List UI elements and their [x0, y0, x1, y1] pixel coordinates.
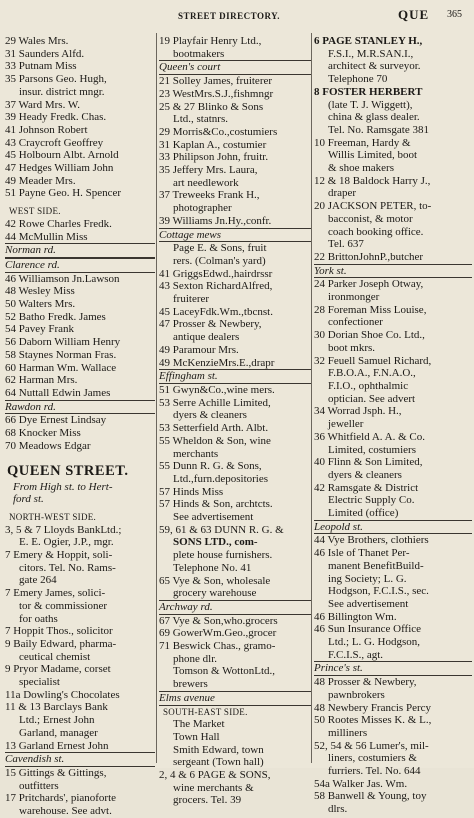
entry-line: draper: [328, 187, 357, 200]
entry-line: jeweller: [328, 418, 364, 431]
entry-line: Willis Limited, boot: [328, 149, 418, 162]
entry-line: Ltd., statnrs.: [173, 113, 228, 126]
street-heading: QUEEN STREET.: [7, 462, 129, 479]
entry-line: Telephone No. 41: [173, 561, 252, 574]
entry-line: confectioner: [328, 316, 383, 329]
entry-line: 50 Rootes Misses K. & L.,: [314, 714, 432, 727]
entry-line: 15 Gittings & Gittings,: [5, 766, 107, 779]
entry-line: fruiterer: [173, 293, 210, 306]
page-header: [0, 5, 474, 23]
entry-line: 39 Williams Jn.Hy.,confr.: [159, 214, 272, 227]
entry-line: 55 Dunn R. G. & Sons,: [159, 460, 262, 473]
side-heading: SOUTH-EAST SIDE.: [163, 706, 248, 717]
entry-line: coach booking office.: [328, 225, 424, 238]
entry-line: F.I.O., ophthalmic: [328, 379, 409, 392]
entry-line: 51 Payne Geo. H. Spencer: [5, 187, 122, 200]
street-route: ford st.: [13, 493, 44, 506]
entry-line: 11a Dowling's Chocolates: [5, 688, 120, 701]
entry-line: 53 Serre Achille Limited,: [159, 396, 271, 409]
entry-line: for oaths: [19, 612, 58, 625]
entry-line: 22 BrittonJohnP.,butcher: [314, 250, 424, 263]
entry-line: 43 Sexton RichardAlfred,: [159, 280, 273, 293]
entry-line: tor & commissioner: [19, 599, 107, 612]
entry-line: Limited (office): [328, 507, 399, 520]
entry-line: 32 Feuell Samuel Richard,: [314, 354, 432, 367]
entry-line: 52, 54 & 56 Lumer's, mil-: [314, 739, 429, 752]
entry-line: milliners: [328, 726, 368, 739]
entry-line: 35 Parsons Geo. Hugh,: [5, 73, 107, 86]
entry-line: Hodgson, F.C.I.S., sec.: [328, 585, 429, 598]
entry-line: sergeant (Town hall): [173, 756, 264, 769]
entry-line: 37 Treweeks Frank H.,: [159, 189, 260, 202]
entry-line: 54a Walker Jas. Wm.: [314, 777, 408, 790]
entry-line: 31 Saunders Alfd.: [5, 47, 85, 60]
cross-street: Cottage mews: [159, 228, 311, 243]
entry-line: 48 Newbery Francis Percy: [314, 701, 431, 714]
entry-line: bootmakers: [173, 47, 225, 60]
entry-line: 71 Beswick Chas., gramo-: [159, 640, 276, 653]
cross-street: Leopold st.: [314, 520, 472, 535]
entry-line: 17 Pritchards', pianoforte: [5, 792, 117, 805]
entry-line: 19 Playfair Henry Ltd.,: [159, 35, 262, 47]
entry-line: See advertisement: [328, 597, 409, 610]
entry-line: dyers & cleaners: [328, 468, 402, 481]
entry-line: Tel. 637: [328, 238, 364, 251]
entry-line: grocery warehouse: [173, 587, 257, 600]
entry-line: wine merchants &: [173, 781, 254, 794]
column-rule: [156, 33, 157, 763]
entry-line: 58 Staynes Norman Fras.: [5, 348, 117, 361]
entry-line: 46 Isle of Thanet Per-: [314, 547, 410, 560]
entry-line: & shoe makers: [328, 162, 394, 175]
entry-line: 42 Ramsgate & District: [314, 481, 419, 494]
entry-line: 58 Banwell & Young, toy: [314, 790, 427, 803]
cross-street: Elms avenue: [159, 691, 311, 706]
entry-line: grocers. Tel. 39: [173, 794, 242, 807]
entry-line: ironmonger: [328, 291, 380, 304]
cross-street: Queen's court: [159, 60, 311, 75]
entry-line: 29 Morris&Co.,costumiers: [159, 125, 278, 138]
entry-line: 2, 4 & 6 PAGE & SONS,: [159, 769, 271, 782]
entry-line: 41 Johnson Robert: [5, 123, 88, 136]
entry-line: 3, 5 & 7 Lloyds BankLtd.;: [5, 523, 122, 536]
entry-line: 52 Batho Fredk. James: [5, 310, 106, 323]
entry-line: Smith Edward, town: [173, 743, 264, 756]
running-title: STREET DIRECTORY.: [178, 11, 281, 21]
street-route: From High st. to Hert-: [13, 480, 113, 493]
entry-line: pawnbrokers: [328, 688, 385, 701]
entry-line: 13 Garland Ernest John: [5, 739, 109, 752]
entry-line: phone dlr.: [173, 652, 217, 665]
entry-line: 67 Vye & Son,who.grocers: [159, 614, 278, 627]
entry-line: 29 Wales Mrs.: [5, 35, 69, 47]
entry-line: 57 Hinds & Son, archtcts.: [159, 498, 273, 511]
entry-line: 33 Philipson John, fruitr.: [159, 151, 269, 164]
entry-line: merchants: [173, 447, 219, 460]
entry-line: 49 Paramour Mrs.: [159, 343, 239, 356]
entry-line: 46 Sun Insurance Office: [314, 623, 422, 636]
entry-line: architect & surveyor.: [328, 60, 421, 73]
entry-line: 69 GowerWm.Geo.,grocer: [159, 627, 277, 640]
entry-line: brewers: [173, 678, 208, 691]
entry-line: photographer: [173, 202, 232, 215]
entry-line: specialist: [19, 676, 60, 689]
entry-line: 50 Walters Mrs.: [5, 298, 76, 311]
entry-line: Electric Supply Co.: [328, 494, 415, 507]
entry-line: bacconist, & motor: [328, 212, 413, 225]
directory-column-2: [159, 35, 311, 807]
page-number: 365: [447, 9, 462, 20]
entry-line: 49 Meader Mrs.: [5, 174, 76, 187]
entry-line: 44 McMullin Miss: [5, 230, 88, 243]
entry-line: 31 Kaplan A., costumier: [159, 138, 267, 151]
entry-line: F.B.O.A., F.N.A.O.,: [328, 367, 416, 380]
entry-line: ing Society; L. G.: [328, 572, 407, 585]
entry-line: plete house furnishers.: [173, 549, 273, 562]
entry-line: liners, costumiers &: [328, 752, 417, 765]
entry-line: 46 Williamson Jn.Lawson: [5, 272, 120, 285]
entry-line: 36 Whitfield A. A. & Co.: [314, 430, 426, 443]
entry-line: 62 Harman Mrs.: [5, 374, 78, 387]
entry-line: Telephone 70: [328, 73, 388, 86]
entry-line: 12 & 18 Baldock Harry J.,: [314, 174, 431, 187]
entry-line: 54 Pavey Frank: [5, 323, 75, 336]
entry-line: insur. district mngr.: [19, 85, 105, 98]
entry-line: rers. (Colman's yard): [173, 254, 266, 267]
entry-line: Limited, costumiers: [328, 443, 416, 456]
entry-line: 7 Emery & Hoppit, soli-: [5, 549, 113, 562]
entry-line: SONS LTD., com-: [173, 536, 258, 549]
cross-street: Rawdon rd.: [5, 400, 155, 415]
side-heading: NORTH-WEST SIDE.: [9, 511, 97, 522]
entry-line: 45 LaceyFdk.Wm.,tbcnst.: [159, 305, 273, 318]
entry-line: 53 Setterfield Arth. Albt.: [159, 422, 269, 435]
entry-line: The Market: [173, 718, 225, 731]
column-rule: [311, 33, 312, 763]
cross-street: Norman rd.: [5, 243, 155, 258]
cross-street: Cavendish st.: [5, 752, 155, 767]
entry-line: 68 Knocker Miss: [5, 427, 81, 440]
entry-line: 47 Hedges William John: [5, 162, 114, 175]
entry-line: F.C.I.S., agt.: [328, 648, 384, 661]
entry-line: 64 Nuttall Edwin James: [5, 386, 111, 399]
entry-line: 34 Worrad Jsph. H.,: [314, 405, 402, 418]
entry-line: art needlework: [173, 176, 239, 189]
cross-street: Clarence rd.: [5, 258, 155, 273]
entry-line: 23 WestMrs.S.J.,fishmngr: [159, 87, 274, 100]
entry-line: 7 Hoppit Thos., solicitor: [5, 625, 113, 638]
entry-line: furriers. Tel. No. 644: [328, 765, 421, 778]
entry-line: 48 Wesley Miss: [5, 285, 75, 298]
entry-line: 6 PAGE STANLEY H.,: [314, 35, 423, 47]
entry-line: Tomson & WottonLtd.,: [173, 665, 276, 678]
entry-line: 37 Ward Mrs. W.: [5, 98, 80, 111]
entry-line: Ltd.; Ernest John: [19, 714, 95, 727]
entry-line: 11 & 13 Barclays Bank: [5, 701, 108, 714]
entry-line: citors. Tel. No. Rams-: [19, 561, 116, 574]
section-letters: QUE: [398, 7, 430, 22]
entry-line: 24 Parker Joseph Otway,: [314, 278, 424, 291]
entry-line: 39 Heady Fredk. Chas.: [5, 111, 107, 124]
entry-line: 28 Foreman Miss Louise,: [314, 303, 427, 316]
entry-line: 47 Prosser & Newbery,: [159, 318, 262, 331]
entry-line: (late T. J. Wiggett),: [328, 98, 413, 111]
entry-line: 9 Pryor Madame, corset: [5, 663, 111, 676]
entry-line: ceutical chemist: [19, 650, 91, 663]
entry-line: Ltd.,furn.depositories: [173, 472, 269, 485]
entry-line: 40 Flinn & Son Limited,: [314, 456, 423, 469]
entry-line: 8 FOSTER HERBERT: [314, 85, 423, 98]
entry-line: F.S.I., M.R.SAN.I.,: [328, 47, 414, 60]
entry-line: dyers & cleaners: [173, 409, 247, 422]
entry-line: 65 Vye & Son, wholesale: [159, 574, 271, 587]
entry-line: Ltd.; L. G. Hodgson,: [328, 636, 420, 649]
entry-line: china & glass dealer.: [328, 111, 420, 124]
entry-line: 57 Hinds Miss: [159, 485, 224, 498]
entry-line: 70 Meadows Edgar: [5, 439, 91, 452]
cross-street: Archway rd.: [159, 600, 311, 615]
entry-line: 51 Gwyn&Co.,wine mers.: [159, 383, 275, 396]
entry-line: 44 Vye Brothers, clothiers: [314, 534, 429, 547]
entry-line: 45 Holbourn Albt. Arnold: [5, 149, 119, 162]
entry-line: 35 Jeffery Mrs. Laura,: [159, 164, 258, 177]
entry-line: boot mkrs.: [328, 341, 376, 354]
entry-line: Page E. & Sons, fruit: [173, 242, 267, 255]
entry-line: 66 Dye Ernest Lindsay: [5, 414, 107, 427]
entry-line: 46 Billington Wm.: [314, 610, 397, 623]
cross-street: Prince's st.: [314, 661, 472, 676]
entry-line: outfitters: [19, 779, 59, 792]
directory-column-3: [314, 35, 472, 816]
entry-line: 43 Craycroft Geoffrey: [5, 136, 104, 149]
entry-line: 33 Putnam Miss: [5, 60, 77, 73]
entry-line: 48 Prosser & Newbery,: [314, 676, 417, 689]
entry-line: manent BenefitBuild-: [328, 559, 424, 572]
entry-line: gate 264: [19, 574, 57, 587]
entry-line: 20 JACKSON PETER, to-: [314, 200, 432, 213]
entry-line: Garland, manager: [19, 726, 98, 739]
entry-line: 21 Solley James, fruiterer: [159, 75, 273, 88]
entry-line: 59, 61 & 63 DUNN R. G. &: [159, 523, 284, 536]
entry-line: 41 GriggsEdwd.,hairdrssr: [159, 267, 273, 280]
side-heading: WEST SIDE.: [9, 206, 61, 217]
entry-line: warehouse. See advt.: [19, 805, 112, 818]
entry-line: See advertisement: [173, 511, 254, 524]
entry-line: 10 Freeman, Hardy &: [314, 136, 411, 149]
entry-line: Tel. No. Ramsgate 381: [328, 123, 429, 136]
directory-column-1: [5, 35, 155, 818]
cross-street: Effingham st.: [159, 369, 311, 384]
entry-line: E. E. Ogier, J.P., mgr.: [19, 536, 114, 549]
entry-line: Town Hall: [173, 730, 220, 743]
entry-line: 42 Rowe Charles Fredk.: [5, 217, 112, 230]
entry-line: 60 Harman Wm. Wallace: [5, 361, 117, 374]
entry-line: 7 Emery James, solici-: [5, 587, 106, 600]
entry-line: 30 Dorian Shoe Co. Ltd.,: [314, 329, 425, 342]
entry-line: 55 Wheldon & Son, wine: [159, 434, 271, 447]
cross-street: York st.: [314, 264, 472, 279]
entry-line: dlrs.: [328, 803, 348, 816]
entry-line: optician. See advert: [328, 392, 416, 405]
entry-line: 49 McKenzieMrs.E.,drapr: [159, 356, 275, 369]
entry-line: antique dealers: [173, 331, 240, 344]
entry-line: 25 & 27 Blinko & Sons: [159, 100, 264, 113]
entry-line: 56 Daborn William Henry: [5, 336, 121, 349]
entry-line: 9 Baily Edward, pharma-: [5, 637, 117, 650]
